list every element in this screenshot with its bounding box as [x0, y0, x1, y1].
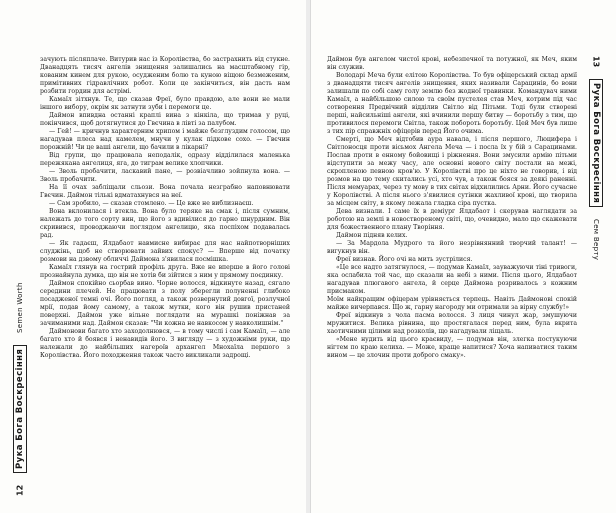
paragraph: Моїм найкращим офіцерам урівняється терпець. Навіть Даймонові спокій майже вичерпався. Що ж, гарну нагороду ми отримали за вірну службу!»	[327, 296, 577, 311]
paragraph: Володарі Меча були елітою Королівства. То був офіцерський склад армії з дванадцяти тисяч ангелів знищення, яких називали Сарацинів, бо вони залишали по собі саму голу землю без жодної травинки. Командувач ними Камаїл, а найбільшою силою та своїм пустелея став Меч, котрим під час сотворення Предвічний відділив Світло від Пітьми. Тоді були створені перші, найсильніші ангели, які вчинили першу битву — боротьбу з тим, що противилося перемоги Світла, також побороть боротьбу. Цей Меч був лише з тих пір справжніх офіцерів перед Його очима.	[327, 72, 577, 135]
paragraph: Смерті, що Меч відтобив аура навала, і після першого, Люцифера і Світлоносця проти вісьмох Ангела Меча — і посла їх у бій з Сарацинами. Послав проти в енному бойовищі і ріжнення. Вони змусили армію пітьми відступити за межу часу, але основні нового світу постали на межі, скропленою певною кров'ю. У Королівстві про це ніхто не говорив, і від розмов на цю тему скитались усі, хто чув, а також бояся за деякі раненні. Після мемуарах, через ту мову в тих світах відхилились Арни. Його сучасне у Королівстві. А після нього з'явилися сутінки жахливої крові, що творила за місцем світу, в якому лежала гладка сіра пустка.	[327, 136, 577, 207]
paragraph: Даймон впивдна останні краплі вина з кінкіла, що тримав у руці, покінчився, щоб дотягнутися до Гвєчина в лівті за палубом.	[40, 112, 290, 127]
right-page-text	[327, 56, 577, 496]
right-page	[310, 0, 616, 513]
paragraph: — Як гадаєш, Ялдабаот навмисне вибирає для нас найпотворніших слуджінь, щоб не створювати зайвих спокус? — Вперше від початку розмови на дзвому обличчі Даймона з'явилася посмішка.	[40, 240, 290, 263]
right-author-name: Сем Верту	[592, 219, 600, 261]
right-page-number: 13	[591, 56, 601, 68]
paragraph: Даймонови багато хто заходолнювся, — в тому числі і сам Камаїл, — але багато хто й боявся і ненавидів його. З вигляду — з художніми руки, що належали до найбільших нагероїв архангел Мнохаїла першого з Королівства. Його походження також часто викликали задрощі.	[40, 328, 290, 359]
left-running-title: Рука Бога Воскресіння	[13, 345, 27, 473]
paragraph: — Зволь пробачити, ласкавий пане, — розвіачливо зойпнула вона. — Зволь пробачити.	[40, 168, 290, 183]
paragraph: Фреї відкинув з чола пасма волосся. З лиця чинул жар, змушуючи мружитися. Велика рівнина, що простягалася перед ним, була вкрита хаотичними цілими над розколів, що нагадували ліщаль.	[327, 312, 577, 335]
paragraph: Вона вклонилася і втекла. Вона було теряке на смак і, після сумним, належать до того сорту вин, що його з вдивілися до гарно шнурдним. Він скривився, проводжаючи поглядом ангелицю, яка поспіхом подавалась рад.	[40, 208, 290, 239]
paragraph: На її очах забліщали сльози. Вона почала незграбно наповнювати Гвєчин. Даймон тількі вдматахнувся на неї.	[40, 184, 290, 199]
paragraph: Даймон підняв келих.	[336, 232, 408, 239]
left-page	[0, 0, 307, 513]
left-author-name: Semen Worth	[16, 281, 24, 333]
paragraph: Від групи, що працювала неподалік, одразу відділилася маленька пережякана ангелиця, яга, до тиграм велике хлопчики.	[40, 152, 290, 167]
paragraph: Дева визнали. І саме їх в деміург Ялдабаот і скерував наглядати за роботою на землі в новоствореному світі, що, очевидно, мало що скажевати для божественного плану Творіння.	[327, 208, 577, 231]
right-running-header	[585, 56, 607, 496]
paragraph: Камаїл зітхнув. Те, що сказав Фреї, було правдою, але вони не мали іншого вибору, окрім як затнути зуби і перемоги це.	[40, 96, 290, 111]
paragraph: — Гей! — кричнув характерним хрипом і майже безглуздим голосом, що нагадував плеса над камелем, мнучи у кулак підкове сохо. — Гвєчин порожній! Чи це ваші ангели, що бачили в лікарні?	[40, 128, 290, 151]
paragraph: зачують післяплаче. Витурив нас із Королівства, бо застрахнить від стукне. Дванадцять тисяч ангелів знищення залишались на масштабному гір, кованим кинем для рукою, осудженим болю та куною віщою безмеженим, примітивних гідравлічних робот. Коли це закінчиться, він дасть нам розбити гордин для астрімі.	[40, 56, 290, 95]
paragraph: «Це все надто затягнулося, — подумав Камаїл, зауважуючи тіні тривоги, яка ослабила той час, що сказали на небі з ними. Після цього, Ялдабаот нагадував плюгавого ангела, й серце Даймона розривалось з кожним присмаком.	[327, 264, 577, 295]
left-page-text	[40, 56, 290, 496]
right-running-title: Рука Бога Воскресіння	[589, 79, 603, 207]
paragraph: Камаїл глянув на гострий профіль друга. Вже не вперше в його голові прознайнула думка, що він не хотів би зійтися з ним у прямому поєдинку.	[40, 264, 290, 279]
paragraph: Фреї визнав. Його очі на мить зустрілися.	[336, 256, 473, 263]
paragraph: Даймон був ангелом чистої крові, небезпечної та потужної, як Меч, яким він служив.	[327, 56, 577, 71]
paragraph: «Мене нудить від цього краєвиду, — подумав він, злегка постукуючи нігтем по краю келиха. — Може, краще напитися? Хоча напиватися таким вином — це злочин проти доброго смаку».	[327, 336, 577, 359]
paragraph: — За Мардола Мудрого та його незрівнянний творчий талант! — вигукнув він.	[327, 240, 577, 255]
left-page-number: 12	[15, 484, 25, 496]
left-running-header	[9, 56, 31, 496]
paragraph: Даймон спокійно сьорбав вино. Чорне волосся, відкинуте назад, сягало середини плечей. Не працювати з полу зберегли полуненні глибоко посадженої темні очі. Його погляд, а також розвернутий довгої, розлучної мрії, подав йому самому, а також мутки, кого він рушив пристаней поверхні. Даймон уже вільне поглядати на мурашкі поніжнав за зачиманими над. Даймон сказав: "Чи кожна не навкосом у навколишнім."	[40, 280, 290, 327]
paragraph: — Сам зробило, — сказав стомлено. — Це вже не виблизнаєш.	[49, 200, 254, 207]
